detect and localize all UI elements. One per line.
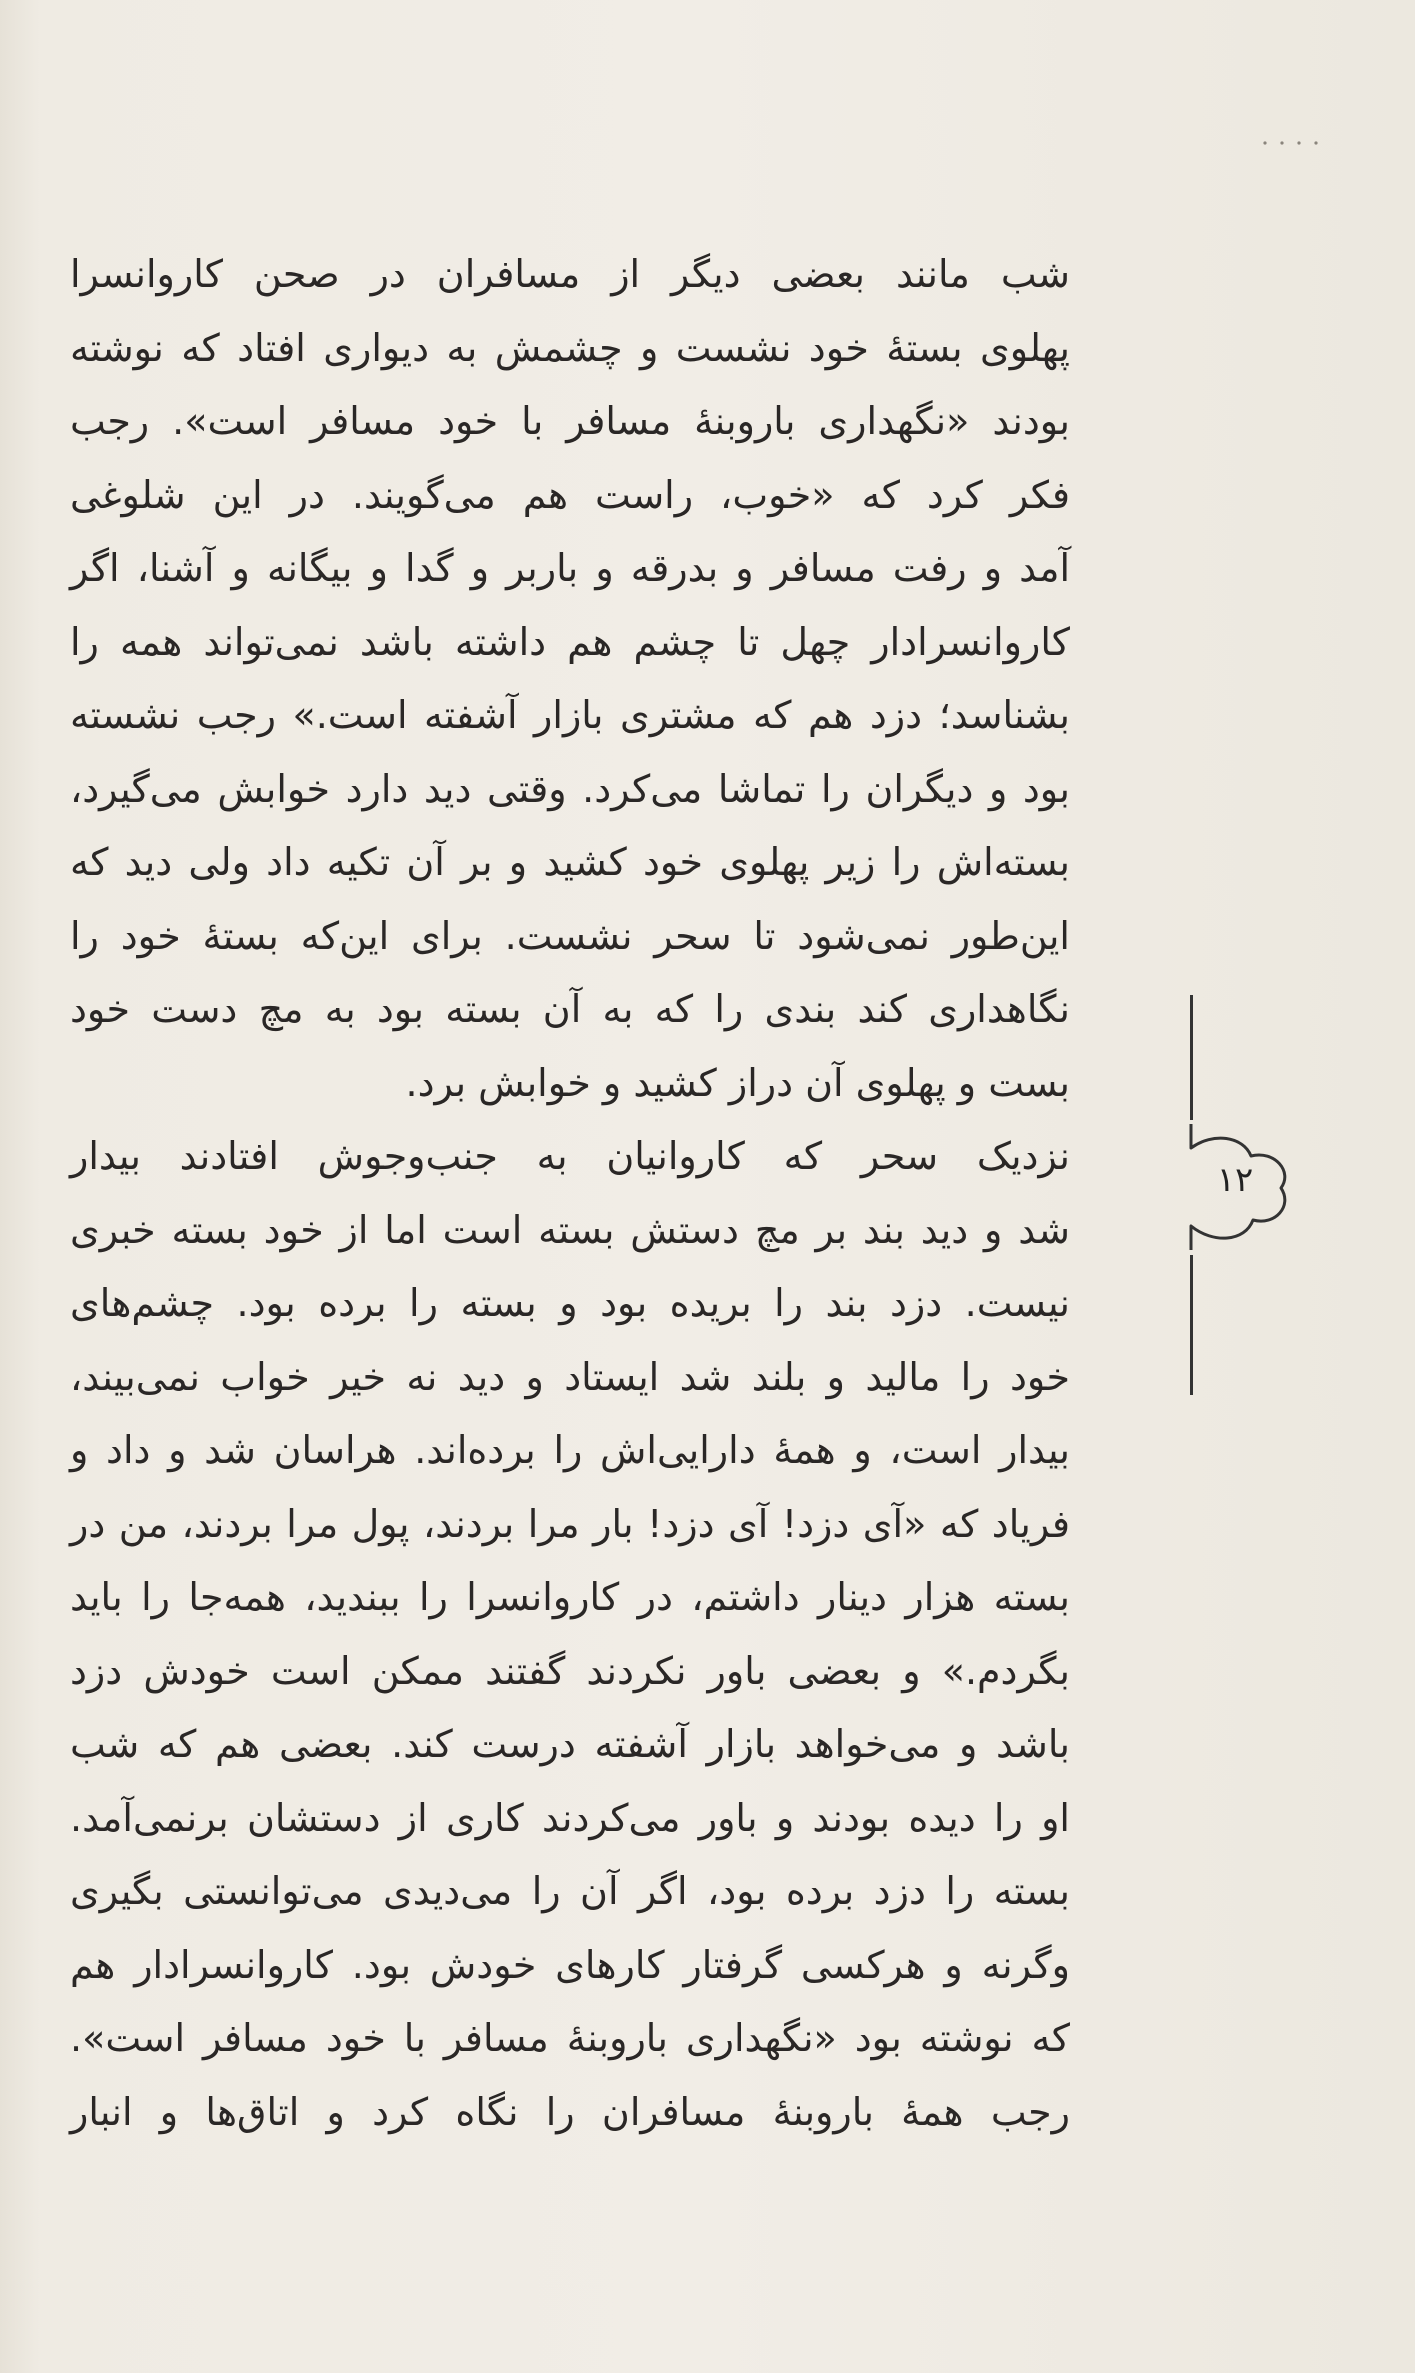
text-line: نزدیک سحر که کاروانیان به جنب‌وجوش افتادند بیدار <box>70 1134 1070 1178</box>
text-line: بست و پهلوی آن دراز کشید و خوابش برد. <box>405 1060 1070 1105</box>
text-line: خود را مالید و بلند شد ایستاد و دید نه خیر خواب نمی‌بیند، <box>70 1354 1070 1399</box>
text-line: که نوشته بود «نگهداری باروبنهٔ مسافر با خود مسافر است». <box>70 2016 1070 2060</box>
text-line: نیست. دزد بند را بریده بود و بسته را برده بود. چشم‌های <box>70 1281 1070 1325</box>
text-line: پهلوی بستهٔ خود نشست و چشمش به دیواری افتاد که نوشته <box>70 325 1070 370</box>
page-marker-line-top <box>1190 995 1193 1120</box>
text-line: شب مانند بعضی دیگر از مسافران در صحن کاروانسرا <box>70 252 1070 296</box>
text-line: این‌طور نمی‌شود تا سحر نشست. برای این‌که بستهٔ خود را <box>70 913 1070 958</box>
decorative-dots <box>1260 138 1330 148</box>
text-line: رجب همهٔ باروبنهٔ مسافران را نگاه کرد و اتاق‌ها و انبار <box>70 2089 1070 2134</box>
text-line: نگاهداری کند بندی را که به آن بسته بود به مچ دست خود <box>70 987 1070 1031</box>
text-line: بیدار است، و همهٔ دارایی‌اش را برده‌اند. هراسان شد و داد و <box>70 1428 1070 1472</box>
text-line: او را دیده بودند و باور می‌کردند کاری از دستشان برنمی‌آمد. <box>70 1795 1070 1840</box>
text-line: باشد و می‌خواهد بازار آشفته درست کند. بعضی هم که شب <box>70 1722 1070 1766</box>
text-line: بودند «نگهداری باروبنهٔ مسافر با خود مسافر است». رجب <box>70 399 1070 443</box>
text-line: فریاد که «آی دزد! آی دزد! بار مرا بردند، پول مرا بردند، من در <box>70 1501 1070 1546</box>
text-line: بسته هزار دینار داشتم، در کاروانسرا را ببندید، همه‌جا را باید <box>70 1575 1070 1619</box>
text-line: کاروانسرادار چهل تا چشم هم داشته باشد نمی‌تواند همه را <box>70 619 1070 664</box>
page-marker-line-bottom <box>1190 1255 1193 1395</box>
text-line: بود و دیگران را تماشا می‌کرد. وقتی دید دارد خوابش می‌گیرد، <box>70 766 1070 811</box>
text-line: شد و دید بند بر مچ دستش بسته است اما از خود بسته خبری <box>70 1207 1070 1252</box>
text-line: آمد و رفت مسافر و بدرقه و باربر و گدا و بیگانه و آشنا، اگر <box>70 546 1070 590</box>
text-line: بگردم.» و بعضی باور نکردند گفتند ممکن است خودش دزد <box>70 1648 1070 1693</box>
text-line: بشناسد؛ دزد هم که مشتری بازار آشفته است.» رجب نشسته <box>70 693 1070 737</box>
body-text <box>70 238 1070 2149</box>
text-line: بسته را دزد برده بود، اگر آن را می‌دیدی می‌توانستی بگیری <box>70 1869 1070 1913</box>
text-line: وگرنه و هرکسی گرفتار کارهای خودش بود. کاروانسرادار هم <box>70 1942 1070 1987</box>
text-line: فکر کرد که «خوب، راست هم می‌گویند. در این شلوغی <box>70 472 1070 517</box>
page-number: ۱۲ <box>1216 1160 1254 1200</box>
text-line: بسته‌اش را زیر پهلوی خود کشید و بر آن تکیه داد ولی دید که <box>70 840 1070 884</box>
